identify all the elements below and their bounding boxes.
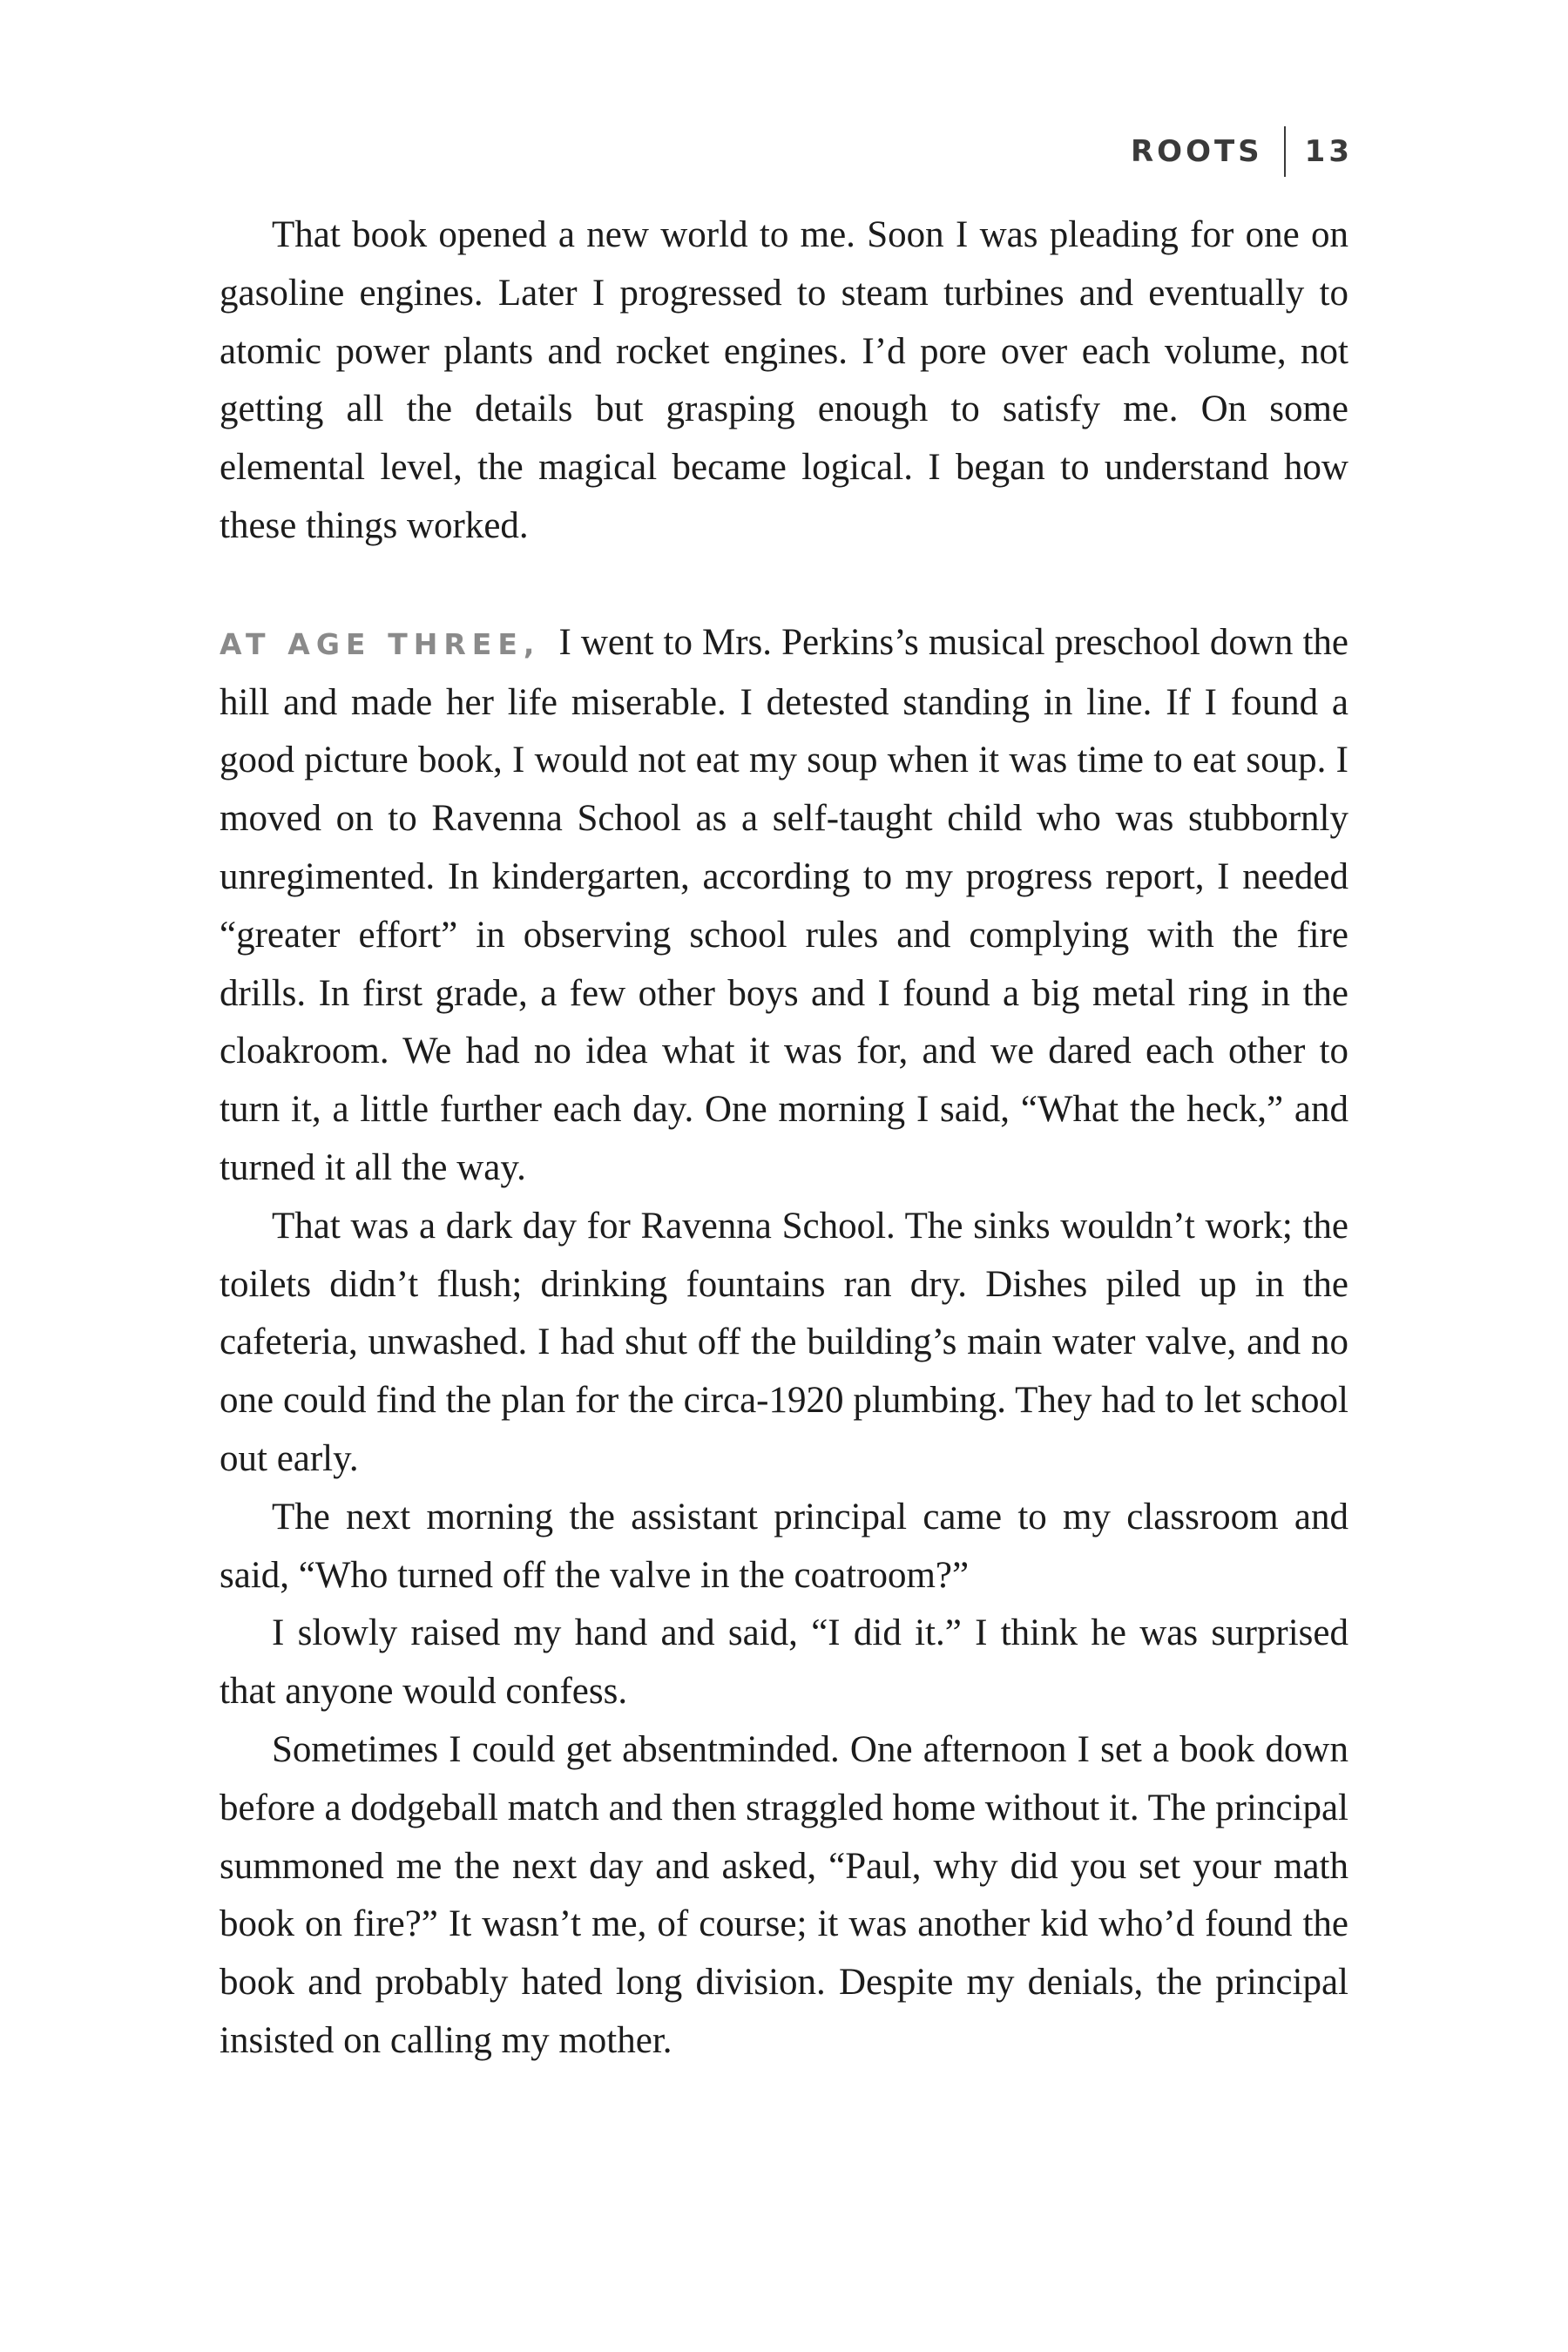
paragraph: That book opened a new world to me. Soon I was pleading for one on gasoline engines. Later I progressed to steam turbines and eventually to atomic power plants and rocket engines. I’d pore over each volume, not getting all the details but grasping enough to satisfy me. On some elemental level, the magical became logical. I began to understand how these things worked. <box>220 214 1348 546</box>
paragraph: That was a dark day for Ravenna School. The sinks wouldn’t work; the toilets didn’t flush; drinking fountains ran dry. Dishes piled up in the cafeteria, unwashed. I had shut off the building’s main water valve, and no one could find the plan for the circa-1920 plumbing. They had to let school out early. <box>220 1205 1348 1479</box>
paragraph: The next morning the assistant principal came to my classroom and said, “Who turned off the valve in the coatroom?” <box>220 1496 1348 1596</box>
running-head-title: ROOTS <box>1131 134 1263 169</box>
section-lead-in: AT AGE THREE, <box>220 626 541 661</box>
running-head <box>1131 126 1353 177</box>
paragraph: I slowly raised my hand and said, “I did it.” I think he was surprised that anyone would confess. <box>220 1612 1348 1713</box>
paragraph: Sometimes I could get absentminded. One afternoon I set a book down before a dodgeball match and then straggled home without it. The principal summoned me the next day and asked, “Paul, why did you set your math book on fire?” It wasn’t me, of course; it was another kid who’d found the book and probably hated long division. Despite my denials, the principal insisted on calling my mother. <box>220 1728 1348 2061</box>
page-number: 13 <box>1304 134 1353 169</box>
paragraph-text: I went to Mrs. Perkins’s musical preschool down the hill and made her life miserable. I detested standing in line. If I found a good picture book, I would not eat my soup when it was time to eat soup. I moved on to Ravenna School as a self-taught child who was stubbornly unregimented. In kindergarten, according to my progress report, I needed “greater effort” in observing school rules and complying with the fire drills. In first grade, a few other boys and I found a big metal ring in the cloakroom. We had no idea what it was for, and we dared each other to turn it, a little further each day. One morning I said, “What the heck,” and turned it all the way. <box>220 621 1349 1188</box>
section-start-paragraph <box>220 614 1348 1198</box>
running-head-divider <box>1284 126 1286 177</box>
body-text <box>220 206 1348 2071</box>
